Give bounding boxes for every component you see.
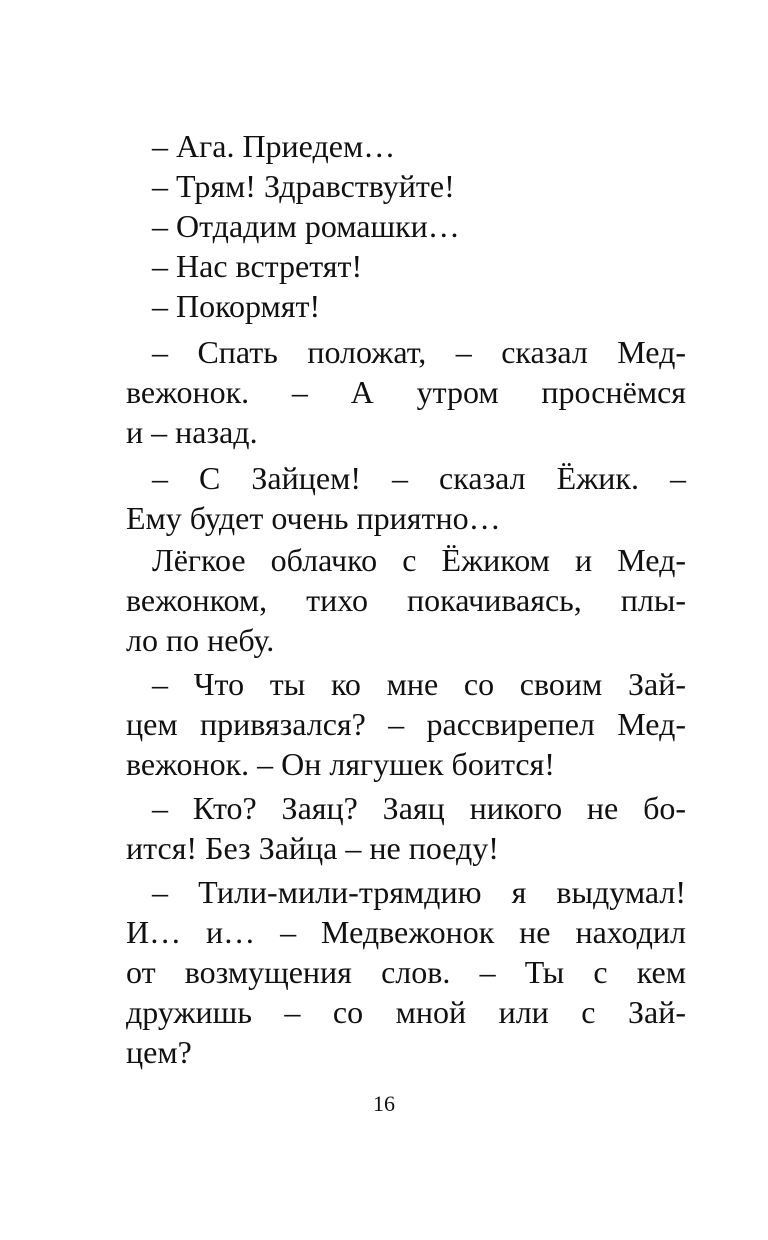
text-line: – Нас встретят! [152, 248, 363, 284]
text-line: ло по небу. [126, 622, 275, 658]
text-line: – С Зайцем! – сказал Ёжик. – [152, 460, 686, 496]
text-line: – Покормят! [152, 288, 321, 324]
text-line: дружишь – со мной или с Зай- [126, 994, 686, 1030]
text-line: – Трям! Здравствуйте! [152, 168, 455, 204]
text-line: цем привязался? – рассвирепел Мед- [126, 706, 686, 742]
text-line: ится! Без Зайца – не поеду! [126, 830, 499, 866]
text-line: – Что ты ко мне со своим Зай- [152, 666, 686, 702]
text-line: от возмущения слов. – Ты с кем [126, 954, 686, 990]
text-line: вежонком, тихо покачиваясь, плы- [126, 582, 686, 618]
text-line: цем? [126, 1034, 192, 1070]
text-line: – Спать положат, – сказал Мед- [152, 334, 686, 370]
text-line: вежонок. – А утром проснёмся [126, 374, 686, 410]
page-number: 16 [373, 1091, 395, 1116]
text-line: – Кто? Заяц? Заяц никого не бо- [152, 790, 686, 826]
text-line: и – назад. [126, 414, 258, 450]
text-line: Ему будет очень приятно… [126, 500, 501, 536]
text-line: – Ага. Приедем… [152, 128, 396, 164]
text-line: И… и… – Медвежонок не находил [126, 914, 686, 950]
text-line: – Отдадим ромашки… [152, 208, 460, 244]
text-line: Лёгкое облачко с Ёжиком и Мед- [152, 542, 686, 578]
text-line: вежонок. – Он лягушек боится! [126, 746, 555, 782]
text-line: – Тили-мили-трямдию я выдумал! [152, 874, 686, 910]
